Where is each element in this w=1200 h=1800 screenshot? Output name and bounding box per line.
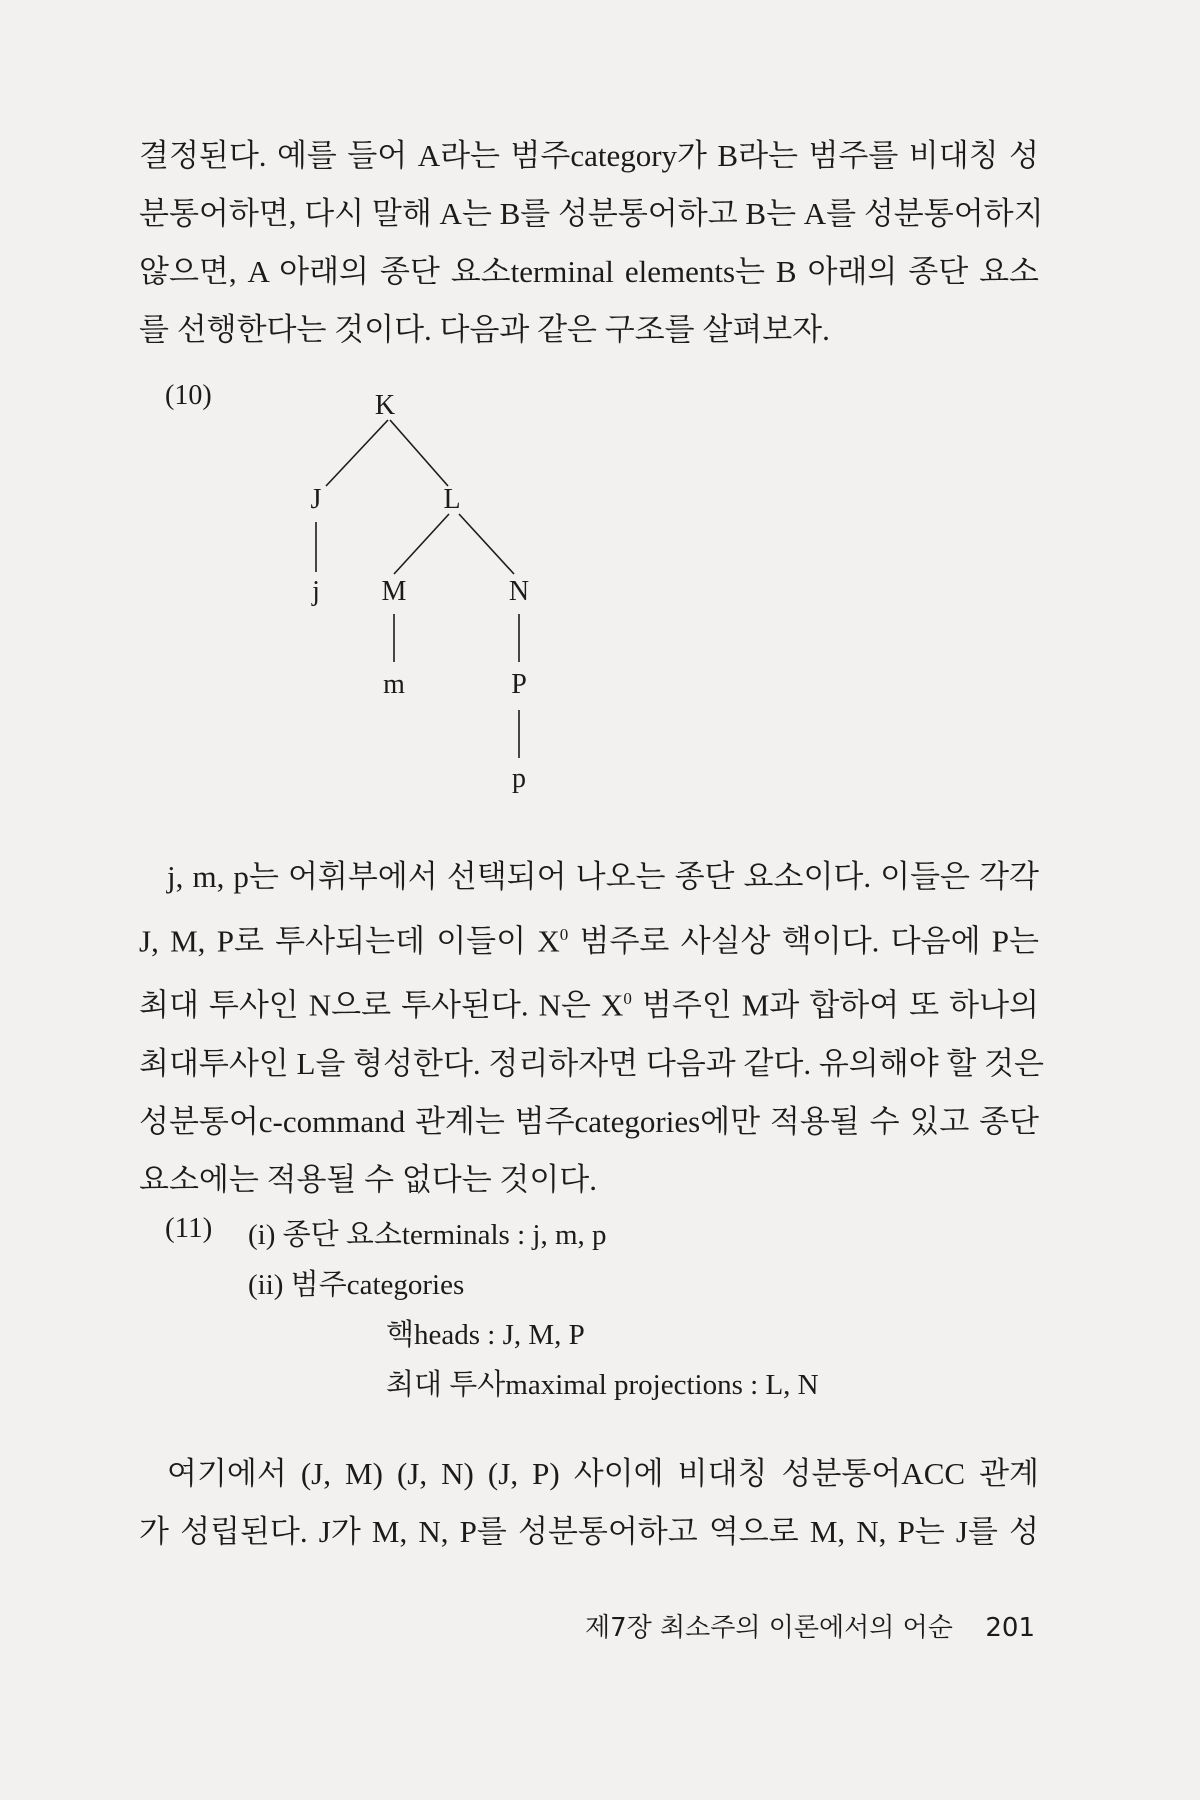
paragraph-acc [139, 1445, 1039, 1561]
page-footer [585, 1607, 1035, 1644]
example-maximal-projections: 최대 투사maximal projections : L, N [386, 1369, 819, 1401]
edge-K-L [390, 420, 448, 486]
node-j: j [312, 576, 320, 607]
node-J: J [310, 484, 322, 515]
node-p: p [512, 763, 526, 794]
text-line: 를 선행한다는 것이다. 다음과 같은 구조를 살펴보자. [139, 312, 830, 347]
node-M: M [381, 576, 407, 607]
text-line: 분통어하면, 다시 말해 A는 B를 성분통어하고 B는 A를 성분통어하지 [139, 196, 1044, 231]
text-line: 가 성립된다. J가 M, N, P를 성분통어하고 역으로 M, N, P는 J를 성 [139, 1514, 1039, 1549]
edge-L-N [459, 514, 514, 574]
text-line: 요소에는 적용될 수 없다는 것이다. [139, 1161, 597, 1197]
text-line: 결정된다. 예를 들어 A라는 범주category가 B라는 범주를 비대칭 성 [139, 138, 1039, 173]
example-item-i: (i) 종단 요소terminals : j, m, p [248, 1219, 607, 1251]
text-line: J, M, P로 투사되는데 이들이 $X^0$ 범주로 사실상 핵이다. 다음에 P는 [139, 923, 1039, 959]
example-item-ii: (ii) 범주categories [248, 1269, 465, 1301]
node-N: N [508, 576, 530, 607]
chapter-title: 제7장 최소주의 이론에서의 어순 [584, 1613, 953, 1643]
text-line: 성분통어c-command 관계는 범주categories에만 적용될 수 있고 종단 [139, 1103, 1039, 1139]
text-line: j, m, p는 어휘부에서 선택되어 나오는 종단 요소이다. 이들은 각각 [167, 859, 1039, 894]
text-line: 최대 투사인 N으로 투사된다. N은 $X^0$ 범주인 M과 합하여 또 하나의 [139, 987, 1039, 1023]
node-P: P [511, 669, 527, 700]
node-K: K [374, 390, 396, 421]
text-line: 최대투사인 L을 형성한다. 정리하자면 다음과 같다. 유의해야 할 것은 [139, 1045, 1044, 1081]
example-number-10: (10) [165, 380, 212, 411]
edge-K-J [326, 420, 388, 486]
node-m: m [383, 669, 405, 700]
text-line: 않으면, A 아래의 종단 요소terminal elements는 B 아래의 종단 요소 [139, 254, 1039, 289]
example-heads: 핵heads : J, M, P [386, 1319, 585, 1351]
example-number-11: (11) [165, 1212, 213, 1244]
paragraph-explanation [139, 848, 1044, 1209]
edge-L-M [394, 514, 449, 574]
syntax-tree-diagram [0, 0, 1200, 820]
text-line: 여기에서 (J, M) (J, N) (J, P) 사이에 비대칭 성분통어ACC 관계 [167, 1456, 1039, 1491]
node-L: L [443, 484, 461, 515]
page-number: 201 [985, 1613, 1035, 1643]
tree-edges [316, 420, 519, 758]
